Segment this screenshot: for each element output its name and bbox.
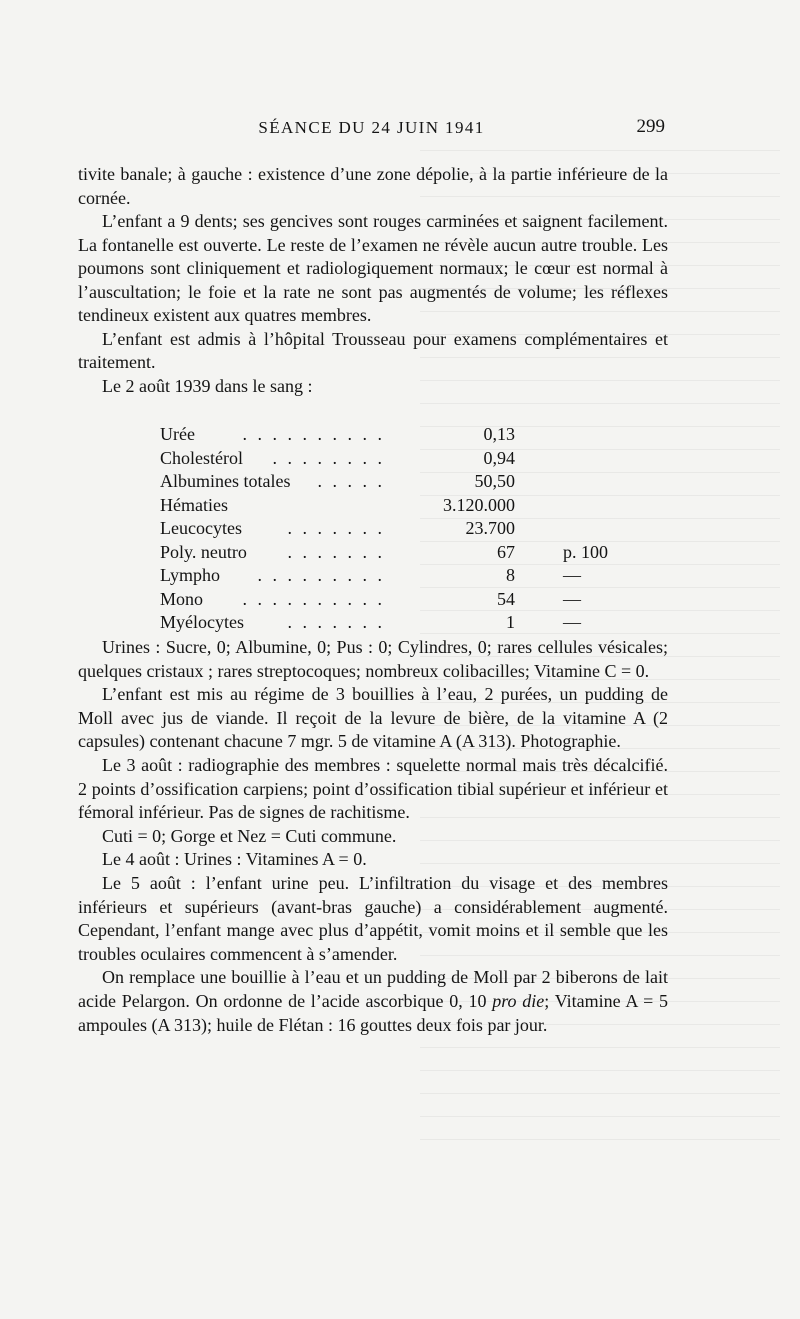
lab-dots: . . . . . . .	[287, 612, 385, 632]
final-text-part2: ; Vitamine A = 5 ampoules (A 313); huile de Flétan : 16 gouttes deux fois par jour.	[78, 990, 669, 1035]
lab-value: 23.700	[465, 518, 515, 538]
lab-value: 0,13	[483, 424, 515, 444]
lab-value: 1	[506, 612, 515, 632]
final-text-italic: pro die	[492, 990, 545, 1011]
paragraph: Le 2 août 1939 dans le sang :	[102, 375, 313, 396]
lab-value: 67	[497, 541, 515, 562]
lab-unit: —	[563, 565, 581, 585]
lab-dots: . . . . . . .	[287, 541, 385, 562]
paragraph: L’enfant est admis à l’hôpital Trousseau pour examens complémentaires et traitement.	[78, 328, 668, 372]
paragraph: Le 3 août : radiographie des membres : squelette normal mais très décalcifié. 2 points d’ossification carpiens; point d’ossification tibial supérieur et inférieur et fémoral inférieur. Pas de signes de rachitisme.	[78, 754, 668, 823]
lab-dots: . . . . . . . . . .	[242, 424, 385, 444]
body-text-top	[78, 163, 668, 398]
lab-row	[160, 517, 620, 541]
lab-label: Urée	[160, 424, 195, 444]
lab-value: 8	[506, 565, 515, 585]
lab-label: Poly. neutro	[160, 541, 247, 562]
lab-results-table	[160, 423, 620, 635]
lab-unit: —	[563, 588, 581, 609]
lab-label: Hématies	[160, 494, 228, 515]
final-text-part1: On remplace une bouillie à l’eau et un pudding de Moll par 2 biberons de lait acide Pelargon. On ordonne de l’acide ascorbique 0, 10	[78, 967, 668, 1011]
lab-label: Mono	[160, 588, 204, 609]
lab-dots: . . . . .	[317, 471, 385, 491]
lab-label: Myélocytes	[160, 612, 244, 632]
lab-label: Cholestérol	[160, 447, 243, 468]
paragraph: Urines : Sucre, 0; Albumine, 0; Pus : 0; Cylindres, 0; rares cellules vésicales; quelques cristaux ; rares streptocoques; nombreux colibacilles; Vitamine C = 0.	[78, 637, 668, 681]
paragraph: Le 5 août : l’enfant urine peu. L’infiltration du visage et des membres inférieurs et supérieurs (avant-bras gauche) a considérablement augmenté. Cependant, l’enfant mange avec plus d’appétit, vomit moins et il semble que les troubles oculaires commencent à s’amender.	[78, 872, 668, 964]
lab-row	[160, 494, 620, 518]
lab-dots: . . . . . . . .	[272, 447, 385, 468]
paragraph: tivite banale; à gauche : existence d’une zone dépolie, à la partie inférieure de la cornée.	[78, 164, 668, 208]
paragraph: L’enfant a 9 dents; ses gencives sont rouges carminées et saignent facilement. La fontanelle est ouverte. Le reste de l’examen ne révèle aucun autre trouble. Les poumons sont cliniquement et radiologiquement normaux; le cœur est normal à l’auscultation; le foie et la rate ne sont pas augmentés de volume; les réflexes tendineux existent aux quatres membres.	[78, 211, 668, 325]
lab-value: 3.120.000	[443, 494, 515, 515]
lab-row	[160, 470, 620, 494]
lab-label: Albumines totales	[160, 471, 291, 491]
lab-value: 54	[497, 588, 515, 609]
lab-dots: . . . . . . . . . .	[242, 588, 385, 609]
page-header	[78, 118, 665, 142]
lab-value: 0,94	[483, 447, 515, 468]
paragraph: Cuti = 0; Gorge et Nez = Cuti commune.	[102, 825, 397, 846]
lab-dots: . . . . . . . . .	[257, 565, 385, 585]
body-text-bottom	[78, 636, 668, 1037]
running-title: SÉANCE DU 24 JUIN 1941	[258, 118, 485, 137]
lab-row	[160, 447, 620, 471]
lab-row	[160, 564, 620, 588]
lab-value: 50,50	[474, 471, 515, 491]
lab-row	[160, 423, 620, 447]
paragraph: Le 4 août : Urines : Vitamines A = 0.	[102, 849, 367, 870]
lab-dots: . . . . . . .	[287, 518, 385, 538]
lab-label: Lympho	[160, 565, 221, 585]
lab-unit: p. 100	[563, 541, 608, 562]
lab-unit: —	[563, 612, 581, 632]
page-number: 299	[636, 116, 665, 137]
lab-row	[160, 611, 620, 635]
paragraph: L’enfant est mis au régime de 3 bouillies à l’eau, 2 purées, un pudding de Moll avec jus de viande. Il reçoit de la levure de bière, de la vitamine A (2 capsules) contenant chacune 7 mgr. 5 de vitamine A (A 313). Photographie.	[78, 684, 668, 752]
lab-row	[160, 588, 620, 612]
lab-row	[160, 541, 620, 565]
paragraph-final	[78, 966, 668, 1037]
lab-label: Leucocytes	[160, 518, 242, 538]
